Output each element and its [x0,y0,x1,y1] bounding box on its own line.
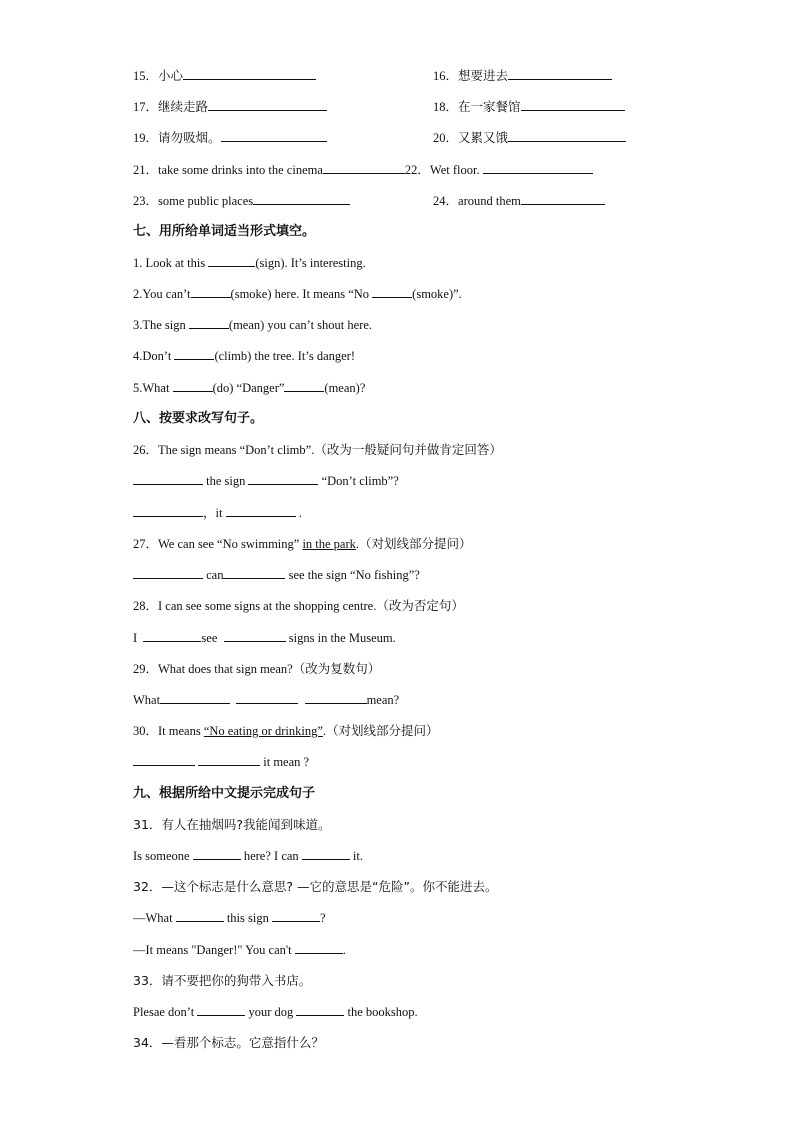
fill-item-3: 3.The sign (mean) you can’t shout here. [133,318,373,332]
answer-blank[interactable] [208,255,255,267]
question-27-line: can see the sign “No fishing”? [133,567,420,583]
answer-blank[interactable] [272,910,320,922]
section-8-title: 八、按要求改写句子。 [133,411,264,426]
fill-item-2: 2.You can’t (smoke) here. It means “No (smoke)”. [133,287,462,301]
question-29: 29．What does that sign mean?（改为复数句） [133,661,381,676]
answer-blank[interactable] [248,473,318,485]
answer-blank[interactable] [221,130,327,142]
answer-blank[interactable] [508,130,626,142]
question-29-line: What mean? [133,693,400,707]
answer-blank[interactable] [372,286,412,298]
fill-item-1: 1. Look at this (sign). It’s interesting. [133,256,366,270]
answer-blank[interactable] [133,754,195,766]
fill-item-4: 4.Don’t (climb) the tree. It’s danger! [133,349,356,363]
answer-blank[interactable] [193,848,241,860]
answer-blank[interactable] [183,68,316,80]
phrase-16: 16．想要进去 [433,68,612,84]
answer-blank[interactable] [173,380,213,392]
phrase-24: 24．around them [433,193,605,209]
question-33-english: Plesae don’t your dog the bookshop. [133,1005,418,1019]
section-9-title: 九、根据所给中文提示完成句子 [133,786,316,801]
question-32-line-1: —What this sign ? [133,911,326,925]
question-26: 26．The sign means “Don’t climb”.（改为一般疑问句并做肯定回答） [133,442,502,457]
answer-blank[interactable] [508,68,612,80]
question-31-english: Is someone here? I can it. [133,849,363,863]
question-28-line: I see signs in the Museum. [133,631,396,645]
answer-blank[interactable] [176,910,224,922]
answer-blank[interactable] [305,692,367,704]
question-26-line-2: ，it . [133,505,302,521]
answer-blank[interactable] [223,567,285,579]
answer-blank[interactable] [174,348,214,360]
answer-blank[interactable] [284,380,324,392]
answer-blank[interactable] [133,567,203,579]
answer-blank[interactable] [189,317,229,329]
question-26-line-1: the sign “Don’t climb”? [133,473,399,489]
section-7-title: 七、用所给单词适当形式填空。 [133,224,316,239]
answer-blank[interactable] [198,754,260,766]
answer-blank[interactable] [208,99,327,111]
question-30-line: it mean ? [133,754,309,770]
answer-blank[interactable] [323,162,405,174]
answer-blank[interactable] [133,473,203,485]
answer-blank[interactable] [224,630,286,642]
answer-blank[interactable] [483,162,593,174]
phrase-21: 21．take some drinks into the cinema 22．Wet floor. [133,162,593,178]
answer-blank[interactable] [143,630,201,642]
answer-blank[interactable] [133,505,203,517]
answer-blank[interactable] [521,193,605,205]
question-27: 27．We can see “No swimming” in the park.（对划线部分提问） [133,536,472,551]
question-28: 28．I can see some signs at the shopping centre.（改为否定句） [133,598,464,613]
answer-blank[interactable] [191,286,231,298]
question-32-chinese: 32．—这个标志是什么意思? —它的意思是“危险”。你不能进去。 [133,879,498,894]
question-30: 30．It means “No eating or drinking”.（对划线部分提问） [133,723,439,738]
question-31-chinese: 31．有人在抽烟吗?我能闻到味道。 [133,817,331,832]
phrase-19: 19．请勿吸烟。 [133,130,327,146]
phrase-20: 20．又累又饿 [433,130,626,146]
question-32-line-2: —It means "Danger!" You can't . [133,943,346,957]
answer-blank[interactable] [253,193,350,205]
phrase-23: 23．some public places [133,193,350,209]
answer-blank[interactable] [236,692,298,704]
phrase-17: 17．继续走路 [133,99,327,115]
question-33-chinese: 33．请不要把你的狗带入书店。 [133,973,312,988]
answer-blank[interactable] [302,848,350,860]
answer-blank[interactable] [521,99,625,111]
phrase-15: 15．小心 [133,68,316,84]
answer-blank[interactable] [197,1004,245,1016]
question-34-chinese: 34．—看那个标志。它意指什么？ [133,1035,324,1050]
answer-blank[interactable] [296,1004,344,1016]
phrase-18: 18．在一家餐馆 [433,99,625,115]
answer-blank[interactable] [226,505,296,517]
answer-blank[interactable] [295,942,343,954]
answer-blank[interactable] [160,692,230,704]
fill-item-5: 5.What (do) “Danger” (mean)? [133,381,366,395]
